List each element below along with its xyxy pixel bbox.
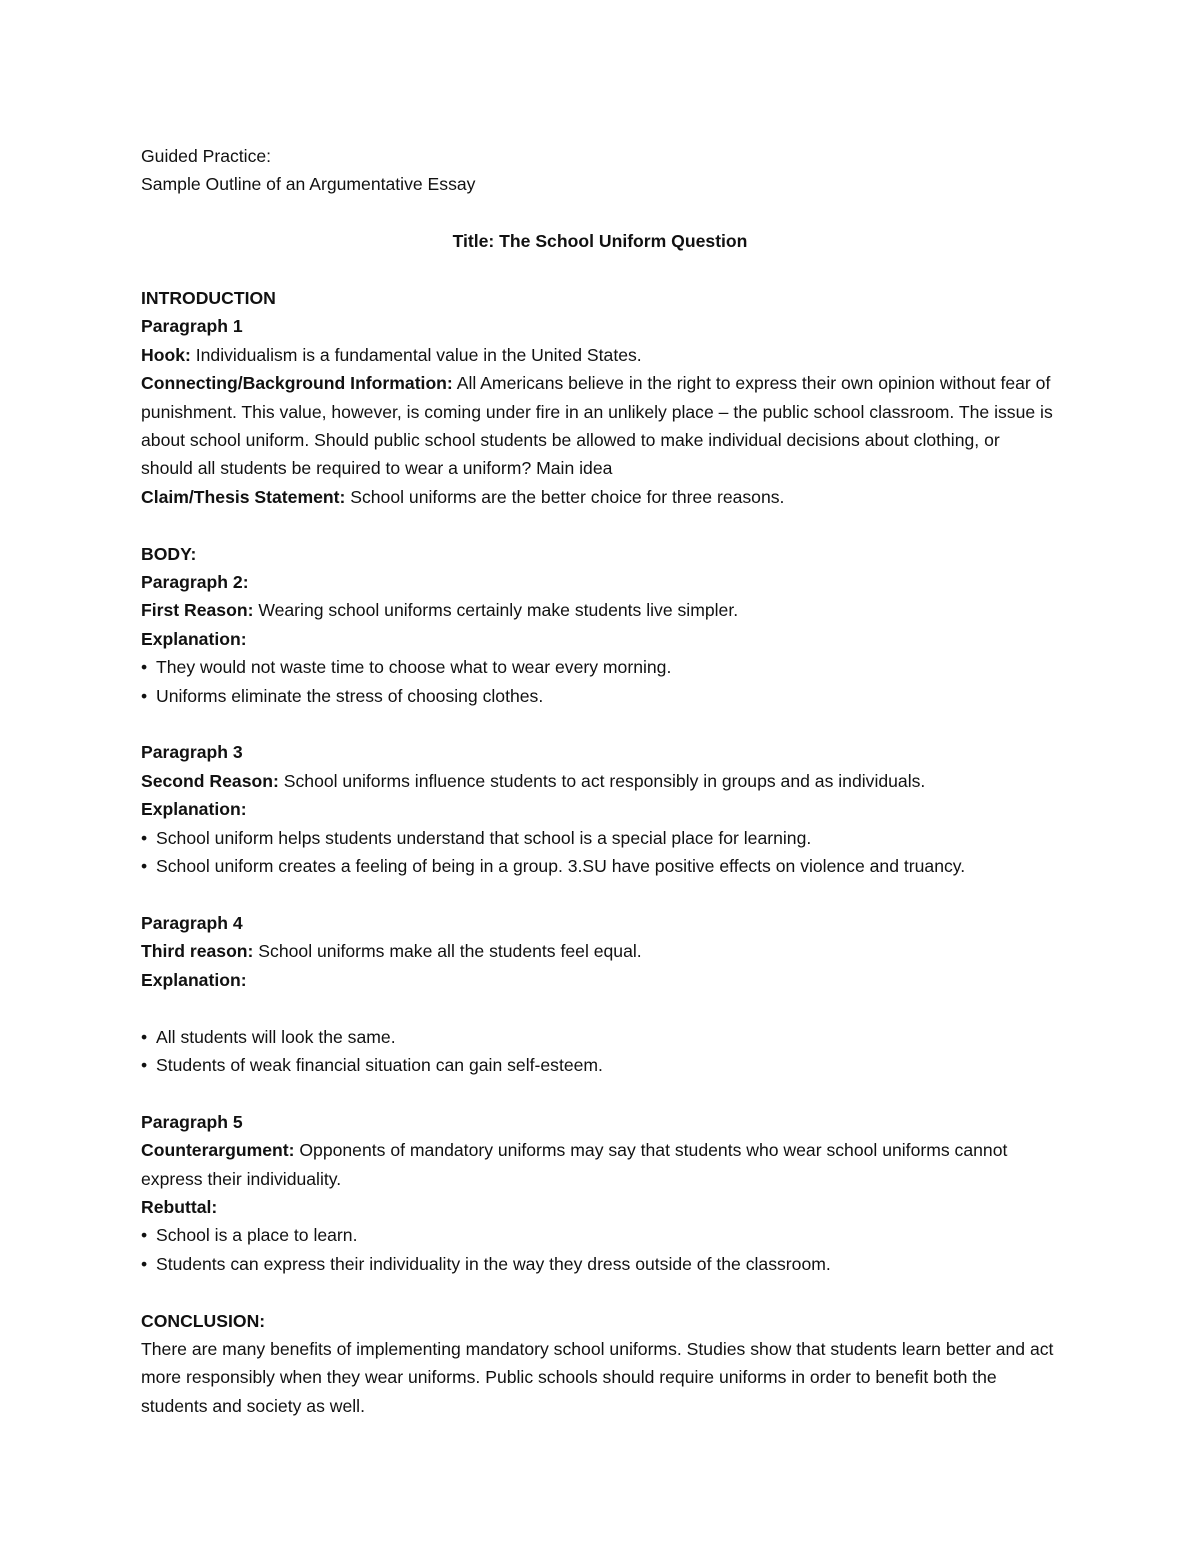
third-reason-label: Third reason: bbox=[141, 941, 254, 962]
bullet-icon: • bbox=[141, 1054, 148, 1075]
hook-label: Hook: bbox=[141, 344, 191, 365]
bullet-icon: • bbox=[141, 1253, 148, 1274]
bullet-item bbox=[141, 682, 1071, 710]
counterargument-paragraph bbox=[141, 1136, 1056, 1193]
rebuttal-label: Rebuttal: bbox=[141, 1196, 218, 1217]
spacer bbox=[141, 710, 1071, 738]
bullet-icon: • bbox=[141, 827, 148, 848]
explanation-label: Explanation: bbox=[141, 628, 247, 649]
spacer bbox=[141, 511, 1071, 539]
second-reason-label: Second Reason: bbox=[141, 770, 279, 791]
bullet-icon: • bbox=[141, 1026, 148, 1047]
header-line-2: Sample Outline of an Argumentative Essay bbox=[141, 174, 476, 195]
bullet-item bbox=[141, 1221, 1071, 1249]
body-heading: BODY: bbox=[141, 543, 197, 564]
spacer bbox=[141, 199, 1071, 227]
third-reason-text: School uniforms make all the students feel equal. bbox=[253, 941, 642, 962]
second-reason-line bbox=[141, 767, 1071, 795]
background-label: Connecting/Background Information: bbox=[141, 373, 453, 394]
hook-line bbox=[141, 341, 1071, 369]
background-text: All Americans believe in the right to express their own opinion without fear of punishment. This value, however, is coming under fire in an unlikely place – the public school classroom. The issue is about school uniform. Should public school students be allowed to make individual decisions about clothing, or should all students be required to wear a uniform? Main idea bbox=[141, 373, 1053, 479]
explanation-label: Explanation: bbox=[141, 799, 247, 820]
bullet-icon: • bbox=[141, 657, 148, 678]
paragraph-2-label: Paragraph 2: bbox=[141, 572, 249, 593]
claim-line bbox=[141, 483, 1071, 511]
counterargument-text: Opponents of mandatory uniforms may say that students who wear school uniforms cannot express their individuality. bbox=[141, 1140, 1008, 1189]
paragraph-4-label: Paragraph 4 bbox=[141, 912, 243, 933]
first-reason-line bbox=[141, 596, 1071, 624]
bullet-item bbox=[141, 852, 1071, 880]
spacer bbox=[141, 256, 1071, 284]
header-line-1: Guided Practice: bbox=[141, 146, 272, 166]
explanation-label: Explanation: bbox=[141, 969, 247, 990]
bullet-icon: • bbox=[141, 685, 148, 706]
bullet-item bbox=[141, 1023, 1071, 1051]
second-reason-text: School uniforms influence students to act responsibly in groups and as individuals. bbox=[278, 770, 926, 791]
claim-label: Claim/Thesis Statement: bbox=[141, 486, 346, 507]
conclusion-paragraph: There are many benefits of implementing mandatory school uniforms. Studies show that students learn better and act more responsibly when they wear uniforms. Public schools should require uniforms in order to benefit both the students and society as well. bbox=[141, 1338, 1054, 1416]
document-content bbox=[141, 142, 1071, 1420]
bullet-text: They would not waste time to choose what to wear every morning. bbox=[156, 657, 672, 678]
bullet-text: All students will look the same. bbox=[156, 1026, 396, 1047]
conclusion-heading: CONCLUSION: bbox=[141, 1310, 266, 1331]
bullet-item bbox=[141, 653, 1071, 681]
first-reason-text: Wearing school uniforms certainly make students live simpler. bbox=[253, 600, 739, 621]
spacer bbox=[141, 994, 1071, 1022]
bullet-item bbox=[141, 1250, 1071, 1278]
bullet-text: School uniform helps students understand that school is a special place for learning. bbox=[156, 827, 812, 848]
third-reason-line bbox=[141, 937, 1071, 965]
bullet-text: Uniforms eliminate the stress of choosing clothes. bbox=[156, 685, 544, 706]
introduction-heading: INTRODUCTION bbox=[141, 288, 276, 308]
essay-title: Title: The School Uniform Question bbox=[452, 231, 748, 252]
paragraph-3-label: Paragraph 3 bbox=[141, 742, 243, 763]
bullet-text: Students can express their individuality in the way they dress outside of the classroom. bbox=[156, 1253, 831, 1274]
bullet-text: School uniform creates a feeling of being in a group. 3.SU have positive effects on violence and truancy. bbox=[156, 856, 966, 877]
counterargument-label: Counterargument: bbox=[141, 1140, 295, 1161]
bullet-text: Students of weak financial situation can gain self-esteem. bbox=[156, 1054, 603, 1075]
paragraph-5-label: Paragraph 5 bbox=[141, 1111, 243, 1132]
paragraph-1-label: Paragraph 1 bbox=[141, 316, 243, 337]
bullet-text: School is a place to learn. bbox=[156, 1225, 358, 1246]
claim-text: School uniforms are the better choice for three reasons. bbox=[345, 486, 785, 507]
bullet-item bbox=[141, 1051, 1071, 1079]
bullet-icon: • bbox=[141, 856, 148, 877]
spacer bbox=[141, 1278, 1071, 1306]
bullet-item bbox=[141, 824, 1071, 852]
hook-text: Individualism is a fundamental value in the United States. bbox=[190, 344, 642, 365]
bullet-icon: • bbox=[141, 1225, 148, 1246]
spacer bbox=[141, 1079, 1071, 1107]
background-paragraph bbox=[141, 369, 1056, 483]
spacer bbox=[141, 881, 1071, 909]
first-reason-label: First Reason: bbox=[141, 600, 254, 621]
